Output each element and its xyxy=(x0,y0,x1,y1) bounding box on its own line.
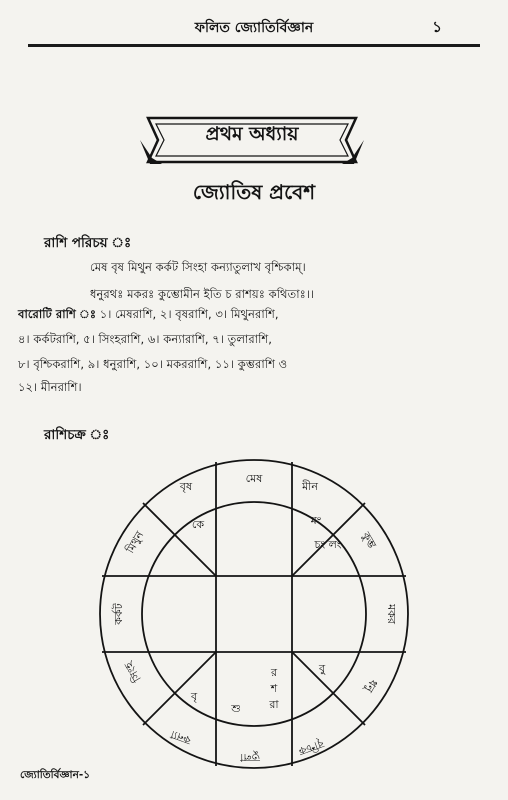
sign-left: কর্কট xyxy=(112,603,125,625)
wheel-lines xyxy=(100,460,408,768)
sign-list-line-1-text: ১। মেষরাশি, ২। বৃষরাশি, ৩। মিথুনরাশি, xyxy=(96,307,279,321)
section-title: জ্যোতিষ প্রবেশ xyxy=(192,180,316,204)
planet-ke: কে xyxy=(191,518,205,531)
sign-right-upper: কুম্ভ xyxy=(359,529,379,551)
sign-right: মকর xyxy=(385,604,398,624)
sign-list-line-4: ১২। মীনরাশি। xyxy=(18,380,82,394)
sign-bottom: তুলা xyxy=(240,751,260,764)
sign-list-line-1 xyxy=(18,305,279,323)
rashi-intro-heading: রাশি পরিচয় ঃ xyxy=(44,235,132,251)
planet-bri: বৃ xyxy=(190,690,198,703)
sign-list-line-3: ৮। বৃশ্চিকরাশি, ৯। ধনুরাশি, ১০। মকররাশি, ১১। কুম্ভরাশি ও xyxy=(18,357,288,371)
planet-chon-long: চং লং xyxy=(314,538,342,551)
footer-label: জ্যোতির্বিজ্ঞান-১ xyxy=(20,769,91,781)
planet-shu: শু xyxy=(231,702,241,715)
verse-line-1: মেষ বৃষ মিথুন কর্কট সিংহা কন্যাতুলাখ বৃশ্চিকাম্। xyxy=(90,260,306,274)
page-number: ১ xyxy=(432,18,442,36)
planet-ra: রা xyxy=(269,698,279,711)
running-head: ফলিত জ্যোতির্বিজ্ঞান xyxy=(194,20,314,36)
sign-bottom-left: কন্যা xyxy=(168,727,193,747)
sign-right-lower: ধনু xyxy=(362,676,380,695)
planet-ro: র xyxy=(270,666,278,679)
planet-mong: মং xyxy=(310,514,322,527)
sign-top: মেষ xyxy=(245,472,263,485)
header-rule xyxy=(28,44,480,47)
rashichakra-wheel xyxy=(98,458,410,770)
sign-top-left: বৃষ xyxy=(179,480,193,493)
chapter-banner-text: প্রথম অধ্যায় xyxy=(205,123,299,145)
planet-bu: বু xyxy=(318,662,326,675)
sign-top-right: মীন xyxy=(302,480,318,493)
rashichakra-heading: রাশিচক্র ঃ xyxy=(44,427,110,443)
sign-left-upper: মিথুন xyxy=(123,529,147,556)
sign-list-line-2: ৪। কর্কটরাশি, ৫। সিংহরাশি, ৬। কন্যারাশি, ৭। তুলারাশি, xyxy=(18,332,272,346)
sign-list-label: বারোটি রাশি ঃ xyxy=(18,307,97,321)
sign-bottom-right: বৃশ্চিক xyxy=(296,736,326,758)
verse-line-2: ধনুরথঃ মকরঃ কুম্ভোমীন ইতি চ রাশয়ঃ কথিতাঃ।। xyxy=(90,287,315,301)
sign-left-lower: সিংহ xyxy=(122,659,144,685)
planet-sho: শ xyxy=(270,682,278,695)
